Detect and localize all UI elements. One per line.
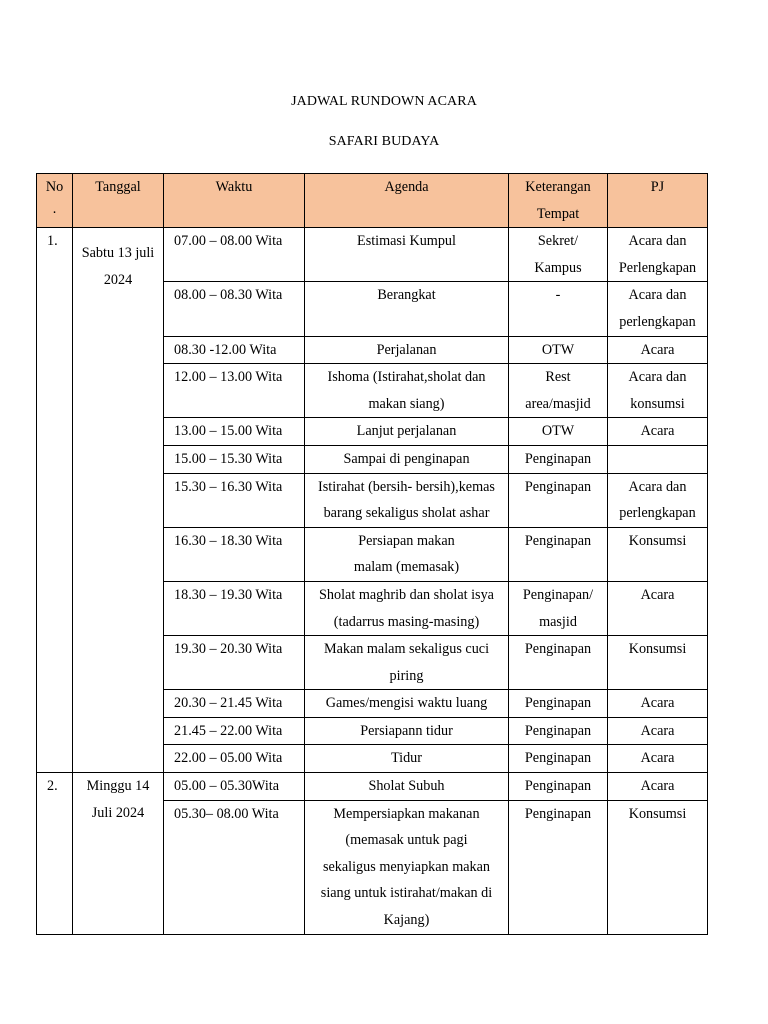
cell-pj-line: Acara bbox=[640, 722, 675, 739]
cell-tempat bbox=[509, 773, 608, 801]
cell-agenda bbox=[305, 228, 509, 282]
header-no bbox=[37, 174, 73, 228]
cell-agenda bbox=[305, 282, 509, 336]
cell-tempat bbox=[509, 581, 608, 635]
cell-agenda bbox=[305, 690, 509, 718]
cell-agenda bbox=[305, 364, 509, 418]
cell-agenda-line: sekaligus menyiapkan makan bbox=[322, 858, 491, 875]
cell-pj bbox=[608, 445, 708, 473]
cell-pj-line: Acara bbox=[640, 750, 675, 767]
cell-tanggal bbox=[73, 228, 164, 773]
cell-tempat bbox=[509, 282, 608, 336]
cell-tempat bbox=[509, 690, 608, 718]
cell-tempat bbox=[509, 336, 608, 364]
cell-tempat-line: Penginapan bbox=[524, 450, 592, 467]
cell-agenda-line: Sholat Subuh bbox=[368, 778, 445, 795]
cell-agenda-line: Ishoma (Istirahat,sholat dan bbox=[327, 369, 486, 386]
cell-pj bbox=[608, 527, 708, 581]
cell-pj-line: Acara bbox=[640, 778, 675, 795]
cell-agenda-line: Istirahat (bersih- bersih),kemas bbox=[318, 478, 495, 495]
cell-agenda bbox=[305, 445, 509, 473]
table-header bbox=[37, 174, 708, 228]
cell-pj bbox=[608, 581, 708, 635]
cell-tempat bbox=[509, 228, 608, 282]
cell-tempat-line: Penginapan bbox=[524, 695, 592, 712]
cell-agenda-line: (memasak untuk pagi bbox=[345, 832, 468, 849]
cell-pj bbox=[608, 636, 708, 690]
cell-waktu: 16.30 – 18.30 Wita bbox=[164, 527, 305, 581]
cell-pj bbox=[608, 717, 708, 745]
cell-agenda-line: Sholat maghrib dan sholat isya bbox=[319, 586, 494, 603]
cell-tempat-line: - bbox=[555, 287, 561, 304]
cell-tempat-line: Kampus bbox=[534, 259, 582, 276]
cell-waktu: 08.00 – 08.30 Wita bbox=[164, 282, 305, 336]
cell-tempat-line: Rest bbox=[545, 369, 571, 386]
cell-tempat-line: Penginapan bbox=[524, 478, 592, 495]
page-subtitle: SAFARI BUDAYA bbox=[328, 134, 440, 149]
cell-agenda bbox=[305, 636, 509, 690]
header-keterangan bbox=[509, 174, 608, 228]
cell-agenda-line: Sampai di penginapan bbox=[343, 450, 470, 467]
cell-pj-line: Konsumsi bbox=[628, 805, 687, 822]
cell-pj bbox=[608, 745, 708, 773]
cell-waktu: 15.00 – 15.30 Wita bbox=[164, 445, 305, 473]
tanggal-line: 2024 bbox=[103, 271, 133, 288]
cell-pj-line: Acara dan bbox=[628, 478, 687, 495]
cell-pj-line: Acara bbox=[640, 586, 675, 603]
cell-tempat-line: Penginapan bbox=[524, 778, 592, 795]
cell-tempat bbox=[509, 717, 608, 745]
cell-pj-line: Konsumsi bbox=[628, 641, 687, 658]
cell-agenda bbox=[305, 745, 509, 773]
header-agenda: Agenda bbox=[305, 174, 509, 228]
cell-pj-line: Acara dan bbox=[628, 233, 687, 250]
cell-pj-line: perlengkapan bbox=[619, 313, 696, 330]
table-row bbox=[37, 228, 708, 282]
cell-waktu: 22.00 – 05.00 Wita bbox=[164, 745, 305, 773]
cell-agenda-line: piring bbox=[389, 667, 424, 684]
cell-agenda bbox=[305, 581, 509, 635]
cell-tempat-line: OTW bbox=[541, 423, 575, 440]
cell-tempat bbox=[509, 745, 608, 773]
cell-agenda-line: Tidur bbox=[390, 750, 423, 767]
cell-pj bbox=[608, 228, 708, 282]
cell-no: 2. bbox=[37, 773, 73, 935]
cell-pj-line: Acara dan bbox=[628, 369, 687, 386]
cell-agenda-line: malam (memasak) bbox=[353, 559, 460, 576]
header-keterangan-line1: Keterangan bbox=[525, 179, 591, 195]
cell-waktu: 07.00 – 08.00 Wita bbox=[164, 228, 305, 282]
cell-pj bbox=[608, 773, 708, 801]
cell-tempat-line: Penginapan bbox=[524, 722, 592, 739]
cell-waktu: 05.00 – 05.30Wita bbox=[164, 773, 305, 801]
cell-tempat-line: Penginapan bbox=[524, 750, 592, 767]
cell-agenda-line: Kajang) bbox=[383, 912, 430, 929]
cell-agenda-line: barang sekaligus sholat ashar bbox=[323, 505, 490, 522]
cell-agenda-line: Makan malam sekaligus cuci bbox=[323, 641, 490, 658]
cell-tempat-line: Sekret/ bbox=[537, 233, 579, 250]
rundown-table bbox=[36, 173, 708, 935]
cell-agenda-line: Perjalanan bbox=[376, 341, 437, 358]
cell-pj-line: Acara dan bbox=[628, 287, 687, 304]
cell-agenda-line: Mempersiapkan makanan bbox=[333, 805, 480, 822]
cell-tempat bbox=[509, 800, 608, 934]
cell-tempat-line: Penginapan bbox=[524, 641, 592, 658]
cell-tempat-line: area/masjid bbox=[525, 395, 591, 412]
cell-agenda bbox=[305, 527, 509, 581]
cell-agenda-line: Persiapann tidur bbox=[360, 722, 453, 739]
cell-no: 1. bbox=[37, 228, 73, 773]
cell-pj-line: Konsumsi bbox=[628, 532, 687, 549]
cell-tempat bbox=[509, 527, 608, 581]
cell-waktu: 20.30 – 21.45 Wita bbox=[164, 690, 305, 718]
cell-tempat-line: masjid bbox=[539, 613, 577, 630]
cell-tempat bbox=[509, 473, 608, 527]
cell-agenda-line: (tadarrus masing-masing) bbox=[333, 613, 480, 630]
cell-agenda-line: Persiapan makan bbox=[358, 532, 455, 549]
cell-pj-line: perlengkapan bbox=[619, 505, 696, 522]
cell-pj bbox=[608, 800, 708, 934]
header-no-line2: . bbox=[52, 201, 57, 217]
cell-waktu: 13.00 – 15.00 Wita bbox=[164, 418, 305, 446]
header-pj: PJ bbox=[608, 174, 708, 228]
header-no-line1: No bbox=[45, 179, 64, 195]
cell-pj-line: Perlengkapan bbox=[618, 259, 697, 276]
cell-agenda bbox=[305, 418, 509, 446]
cell-waktu: 19.30 – 20.30 Wita bbox=[164, 636, 305, 690]
header-waktu: Waktu bbox=[164, 174, 305, 228]
cell-pj bbox=[608, 418, 708, 446]
cell-pj bbox=[608, 336, 708, 364]
cell-waktu: 05.30– 08.00 Wita bbox=[164, 800, 305, 934]
cell-waktu: 21.45 – 22.00 Wita bbox=[164, 717, 305, 745]
page-title: JADWAL RUNDOWN ACARA bbox=[291, 94, 477, 109]
cell-agenda-line: Estimasi Kumpul bbox=[357, 233, 456, 250]
cell-pj bbox=[608, 364, 708, 418]
cell-pj-line: Acara bbox=[640, 423, 675, 440]
cell-tempat bbox=[509, 418, 608, 446]
cell-tempat bbox=[509, 364, 608, 418]
cell-pj bbox=[608, 690, 708, 718]
cell-agenda-line: Berangkat bbox=[377, 287, 436, 304]
cell-agenda bbox=[305, 336, 509, 364]
cell-agenda-line: makan siang) bbox=[368, 395, 445, 412]
cell-waktu: 15.30 – 16.30 Wita bbox=[164, 473, 305, 527]
tanggal-line: Sabtu 13 juli bbox=[81, 245, 155, 262]
cell-tempat-line: Penginapan bbox=[524, 532, 592, 549]
cell-pj-line: konsumsi bbox=[630, 395, 685, 412]
cell-tempat-line: Penginapan bbox=[524, 805, 592, 822]
cell-pj bbox=[608, 473, 708, 527]
cell-pj bbox=[608, 282, 708, 336]
table-body bbox=[37, 228, 708, 934]
header-tanggal: Tanggal bbox=[73, 174, 164, 228]
cell-tempat bbox=[509, 445, 608, 473]
table-row bbox=[37, 773, 708, 801]
tanggal-line: Minggu 14 bbox=[86, 778, 150, 795]
cell-tempat-line: Penginapan/ bbox=[522, 586, 594, 603]
cell-waktu: 12.00 – 13.00 Wita bbox=[164, 364, 305, 418]
cell-waktu: 08.30 -12.00 Wita bbox=[164, 336, 305, 364]
cell-agenda-line: Games/mengisi waktu luang bbox=[325, 695, 488, 712]
cell-agenda bbox=[305, 473, 509, 527]
cell-agenda-line: Lanjut perjalanan bbox=[356, 423, 457, 440]
cell-agenda bbox=[305, 773, 509, 801]
cell-tempat bbox=[509, 636, 608, 690]
cell-pj-line: Acara bbox=[640, 341, 675, 358]
cell-pj-line: Acara bbox=[640, 695, 675, 712]
cell-waktu: 18.30 – 19.30 Wita bbox=[164, 581, 305, 635]
cell-agenda bbox=[305, 800, 509, 934]
cell-tempat-line: OTW bbox=[541, 341, 575, 358]
cell-agenda bbox=[305, 717, 509, 745]
cell-tanggal bbox=[73, 773, 164, 935]
cell-agenda-line: siang untuk istirahat/makan di bbox=[320, 885, 493, 902]
tanggal-line: Juli 2024 bbox=[91, 804, 145, 821]
header-keterangan-line2: Tempat bbox=[536, 205, 580, 222]
